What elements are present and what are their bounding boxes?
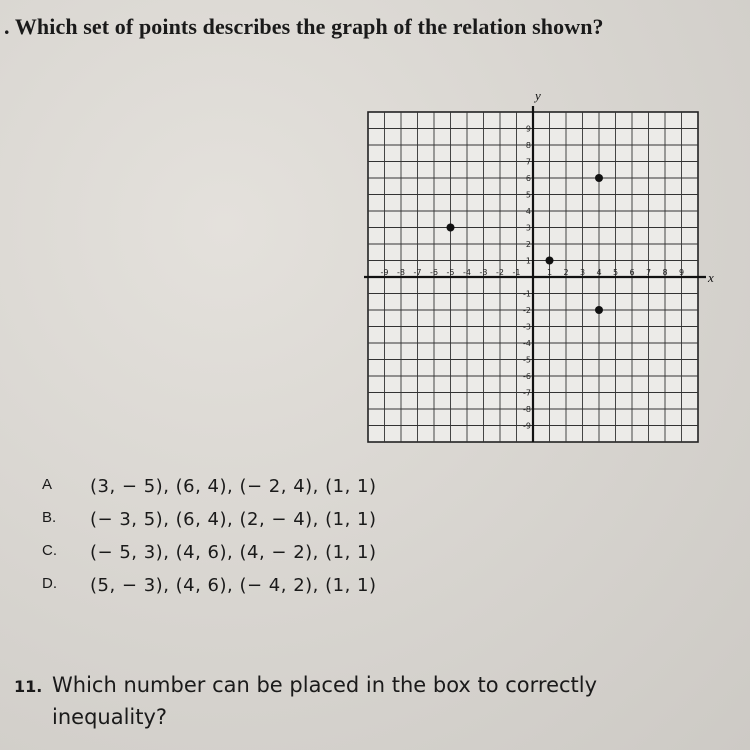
x-tick-label: -6 xyxy=(430,268,438,277)
plotted-point xyxy=(447,224,455,232)
coordinate-graph xyxy=(358,84,728,454)
choice-letter: A xyxy=(42,476,53,493)
coordinate-plane xyxy=(358,84,728,454)
x-tick-label: 1 xyxy=(546,268,553,277)
y-tick-label: -3 xyxy=(523,322,531,332)
next-question-line2: inequality? xyxy=(52,705,168,729)
y-tick-label: -2 xyxy=(523,306,531,315)
plotted-point xyxy=(595,306,603,314)
x-axis-label: x xyxy=(708,270,714,285)
y-tick-label: 8 xyxy=(525,141,531,150)
y-tick-label: -7 xyxy=(523,388,531,398)
choice-letter: D. xyxy=(42,575,57,592)
y-tick-label: -9 xyxy=(523,421,531,431)
y-tick-label: -8 xyxy=(523,405,531,414)
choice-letter: B. xyxy=(42,509,57,526)
choice-letter: C. xyxy=(42,542,57,559)
y-tick-label: -4 xyxy=(523,339,531,348)
y-tick-label: 1 xyxy=(525,256,531,266)
x-tick-label: 3 xyxy=(579,268,586,277)
x-tick-label: 6 xyxy=(629,268,635,277)
x-tick-label: -2 xyxy=(496,268,504,277)
y-tick-label: 2 xyxy=(525,240,531,249)
x-tick-label: -1 xyxy=(512,268,521,277)
choice-text: (5, − 3), (4, 6), (− 4, 2), (1, 1) xyxy=(90,575,377,596)
y-tick-label: 6 xyxy=(525,174,531,183)
question-text: Which set of points describes the graph of the relation shown? xyxy=(14,14,604,39)
x-tick-label: -8 xyxy=(397,268,405,277)
x-tick-label: 8 xyxy=(662,268,668,277)
y-axis-label: y xyxy=(535,88,541,103)
x-tick-label: -3 xyxy=(479,268,488,277)
x-tick-label: 9 xyxy=(678,268,685,277)
plotted-point xyxy=(546,257,554,265)
y-tick-label: 7 xyxy=(525,157,531,167)
plotted-point xyxy=(595,174,603,182)
x-tick-label: 4 xyxy=(596,268,602,277)
choice-text: (3, − 5), (6, 4), (− 2, 4), (1, 1) xyxy=(90,476,377,497)
next-question-number: 11. xyxy=(14,677,43,696)
y-tick-label: 4 xyxy=(525,207,531,216)
y-tick-label: -1 xyxy=(523,289,531,299)
y-tick-label: 9 xyxy=(525,124,531,134)
question-title xyxy=(4,14,750,40)
question-bullet: . xyxy=(4,14,10,39)
x-tick-label: 2 xyxy=(563,268,569,277)
x-tick-label: -4 xyxy=(463,268,471,277)
x-tick-label: -9 xyxy=(380,268,389,277)
next-question xyxy=(14,670,750,732)
x-tick-label: 5 xyxy=(612,268,619,277)
y-tick-label: 3 xyxy=(525,223,531,233)
y-tick-label: -6 xyxy=(523,372,531,381)
x-tick-label: -7 xyxy=(413,268,422,277)
next-question-line1: Which number can be placed in the box to correctly xyxy=(52,673,598,697)
x-tick-label: -5 xyxy=(446,268,455,277)
y-tick-label: 5 xyxy=(525,190,531,200)
choice-text: (− 3, 5), (6, 4), (2, − 4), (1, 1) xyxy=(90,509,377,530)
y-tick-label: -5 xyxy=(523,355,531,365)
choice-text: (− 5, 3), (4, 6), (4, − 2), (1, 1) xyxy=(90,542,377,563)
x-tick-label: 7 xyxy=(645,268,652,277)
